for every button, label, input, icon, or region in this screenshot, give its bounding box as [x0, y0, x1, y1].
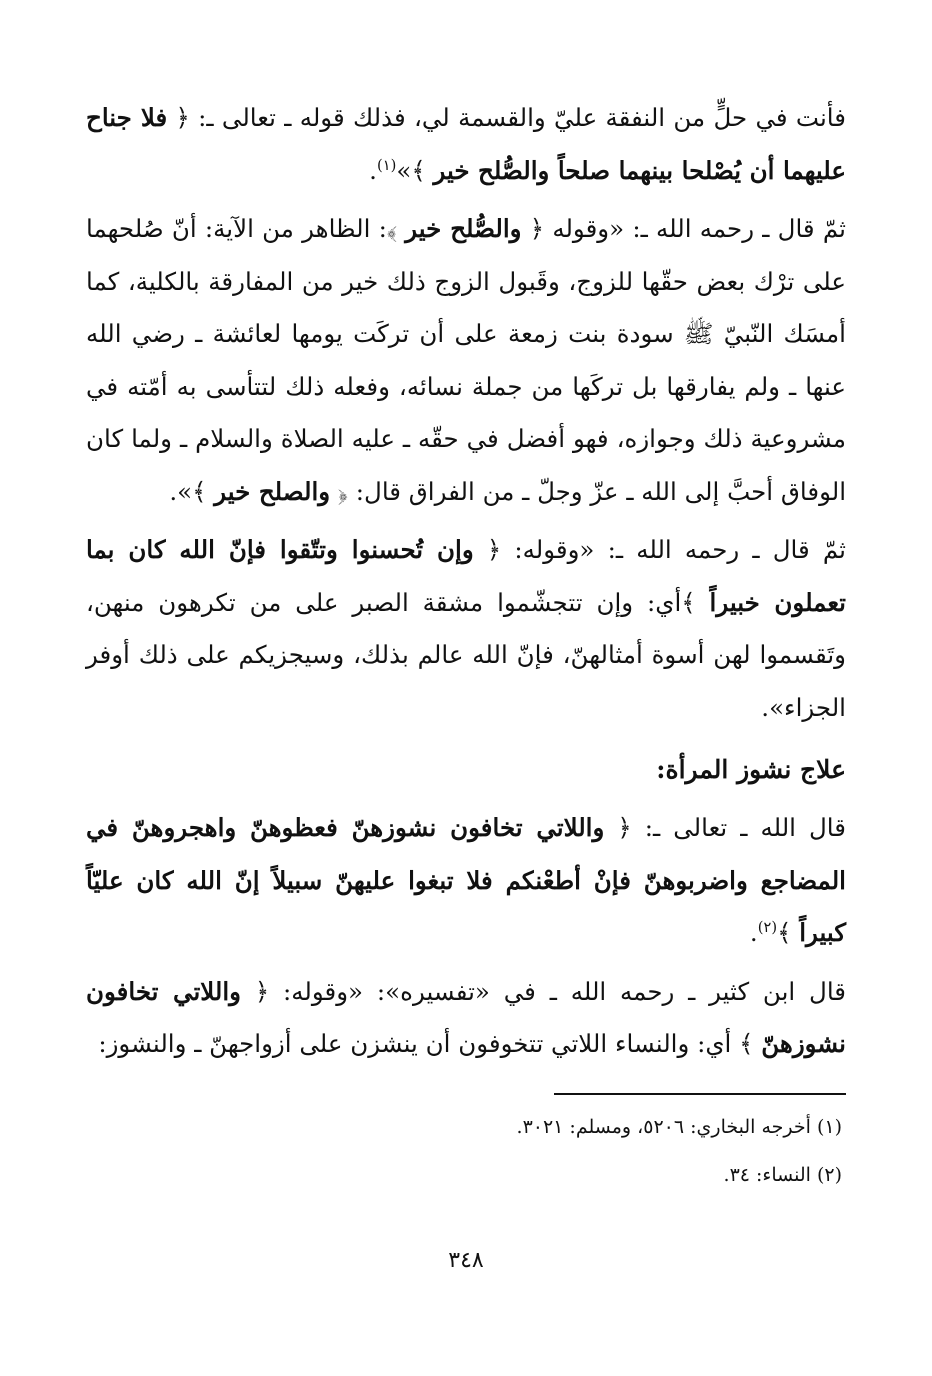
text-segment: قال ابن كثير ـ رحمه الله ـ في «تفسيره»: «وقوله: ﴿: [241, 976, 847, 1006]
quran-verse-text: واللاتي تخافون نشوزهنّ فعظوهنّ واهجروهنّ في المضاجع واضربوهنّ فإنْ أطعْنكم فلا تبغوا عليهنّ سبيلاً إنّ الله كان عليّاً كبيراً: [86, 813, 846, 947]
quran-verse-text: واللاتي تخافون نشوزهنّ: [86, 976, 846, 1058]
text-segment: ﴾».: [169, 476, 215, 506]
page-number: ٣٤٨: [448, 1248, 484, 1273]
footnotes: [86, 1107, 846, 1195]
text-segment: .: [749, 918, 758, 947]
section-heading: علاج نشوز المرأة:: [656, 755, 846, 784]
text-segment: ثمّ قال ـ رحمه الله ـ: «وقوله ﴿: [521, 214, 847, 243]
footnote: (٢) النساء: ٣٤.: [723, 1163, 842, 1186]
footnote: (١) أخرجه البخاري: ٥٢٠٦، ومسلم: ٣٠٢١.: [516, 1115, 842, 1138]
text-segment: فأنت في حلٍّ من النفقة عليّ والقسمة لي، فذلك قوله ـ تعالى ـ: ﴿: [167, 103, 846, 132]
quran-verse-text: فلا جناح عليهما أن يُصْلحا بينهما صلحاً والصُّلح خير: [86, 103, 846, 185]
text-segment: ﴾: [777, 918, 800, 947]
text-segment: ﴾أي: وإن تتجشّموا مشقة الصبر على من تكرهون منهن، وتَقسموا لهن أسوة أمثالهنّ، فإنّ الله عالم بذلك، وسيجزيكم على ذلك أوفر الجزاء».: [86, 587, 846, 722]
main-text: [86, 92, 846, 1071]
paragraph: [86, 802, 846, 960]
quran-verse-text: والصلح خير: [214, 476, 331, 506]
text-segment: ثمّ قال ـ رحمه الله ـ: «وقوله: ﴿: [473, 535, 846, 564]
text-segment: .: [369, 155, 377, 185]
paragraph: [86, 966, 846, 1071]
paragraph: [86, 203, 846, 518]
footnote-ref: (٢): [757, 918, 778, 936]
quran-verse-text: وإن تُحسنوا وتتّقوا فإنّ الله كان بما تعملون خبيراً: [86, 535, 846, 617]
paragraph: [86, 92, 846, 197]
footnote-divider: [554, 1093, 846, 1095]
quran-verse-text: والصُّلح خير: [405, 214, 522, 243]
text-segment: ﴾: الظاهر من الآية: أنّ صُلحهما على ترْك بعض حقّها للزوج، وقَبول الزوج ذلك خير من المفارقة بالكلية، كما أمسَك النّبيّ ﷺ سودة بنت زمعة على أن تركَت يومها لعائشة ـ رضي الله عنها ـ ولم يفارقها بل تركَها من جملة نسائه، وفعله ذلك لتتأسى به أمّته في مشروعية ذلك وجوازه، فهو أفضل في حقّه ـ عليه الصلاة والسلام ـ ولما كان الوفاق أحبَّ إلى الله ـ عزّ وجلّ ـ من الفراق قال: ﴿: [86, 214, 846, 506]
paragraph: [86, 524, 846, 734]
text-segment: ﴾»: [396, 155, 434, 185]
text-segment: قال الله ـ تعالى ـ: ﴿: [604, 813, 846, 842]
text-segment: ﴾ أي: والنساء اللاتي تتخوفون أن ينشزن على أزواجهنّ ـ والنشوز:: [98, 1029, 762, 1058]
footnote-ref: (١): [376, 156, 397, 174]
